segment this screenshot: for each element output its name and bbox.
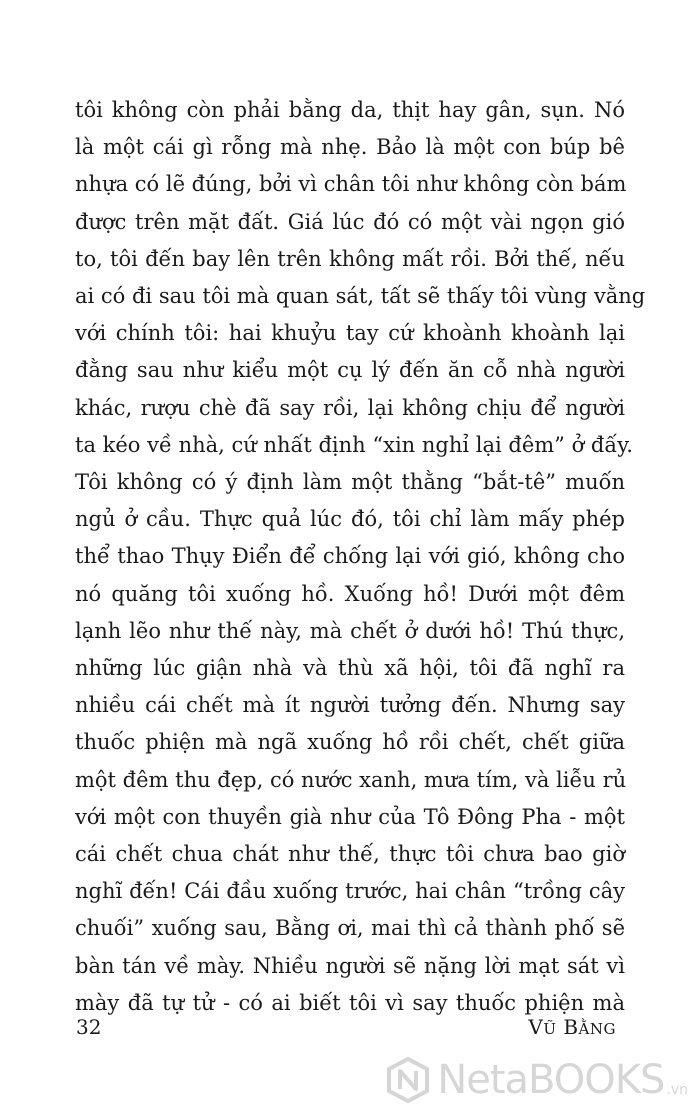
- text-line: ngủ ở cầu. Thực quả lúc đó, tôi chỉ làm mấy phép: [75, 507, 625, 532]
- text-line: thể thao Thụy Điển để chống lại với gió, không cho: [75, 544, 625, 569]
- text-line: Tôi không có ý định làm một thằng “bắt-tê” muốn: [75, 470, 625, 495]
- text-line: nó quăng tôi xuống hồ. Xuống hồ! Dưới một đêm: [75, 581, 625, 606]
- page-number: 32: [76, 1015, 102, 1039]
- text-line: to, tôi đến bay lên trên không mất rồi. Bởi thế, nếu: [75, 246, 625, 271]
- author-first-initial: V: [528, 1015, 544, 1039]
- text-line: mày đã tự tử - có ai biết tôi vì say thuốc phiện mà: [75, 990, 625, 1015]
- text-line: bàn tán về mày. Nhiều người sẽ nặng lời mạt sát vì: [75, 953, 625, 978]
- text-line: với một con thuyền già như của Tô Đông Pha - một: [75, 804, 625, 829]
- netabooks-logo-icon: [385, 1057, 431, 1103]
- text-line: là một cái gì rỗng mà nhẹ. Bảo là một con búp bê: [75, 135, 625, 160]
- running-footer-author: [528, 1015, 616, 1039]
- body-text: [75, 92, 646, 1022]
- text-line: khác, rượu chè đã say rồi, lại không chịu để người: [75, 395, 625, 420]
- text-line: với chính tôi: hai khuỷu tay cứ khoành khoành lại: [75, 321, 625, 346]
- text-line: nhựa có lẽ đúng, bởi vì chân tôi như không còn bám: [75, 172, 627, 197]
- text-line: nghĩ đến! Cái đầu xuống trước, hai chân “trồng cây: [75, 879, 625, 904]
- text-line: lạnh lẽo như thế này, mà chết ở dưới hồ! Thú thực,: [75, 618, 625, 643]
- text-line: một đêm thu đẹp, có nước xanh, mưa tím, và liễu rủ: [75, 767, 627, 792]
- watermark-brand: NetaBOOKS: [437, 1057, 665, 1103]
- watermark: [385, 1050, 688, 1110]
- text-line: được trên mặt đất. Giá lúc đó có một vài ngọn gió: [75, 209, 625, 234]
- text-line: chuối” xuống sau, Bằng ơi, mai thì cả thành phố sẽ: [75, 916, 625, 941]
- text-line: ai có đi sau tôi mà quan sát, tất sẽ thấy tôi vùng vằng: [75, 284, 646, 309]
- text-line: tôi không còn phải bằng da, thịt hay gân, sụn. Nó: [75, 98, 625, 122]
- text-line: cái chết chua chát như thế, thực tôi chưa bao giờ: [75, 842, 625, 867]
- author-first-rest: Ũ: [543, 1020, 557, 1038]
- watermark-suffix: .vn: [666, 1082, 688, 1098]
- text-line: những lúc giận nhà và thù xã hội, tôi đã nghĩ ra: [75, 656, 625, 681]
- text-line: đằng sau như kiểu một cụ lý đến ăn cỗ nhà người: [75, 358, 625, 383]
- text-line: thuốc phiện mà ngã xuống hồ rồi chết, chết giữa: [75, 730, 625, 755]
- text-line: ta kéo về nhà, cứ nhất định “xin nghỉ lại đêm” ở đấy.: [75, 432, 633, 457]
- author-last-initial: B: [563, 1015, 579, 1039]
- text-line: nhiều cái chết mà ít người tưởng đến. Nhưng say: [75, 693, 625, 718]
- author-last-rest: ẰNG: [578, 1020, 616, 1038]
